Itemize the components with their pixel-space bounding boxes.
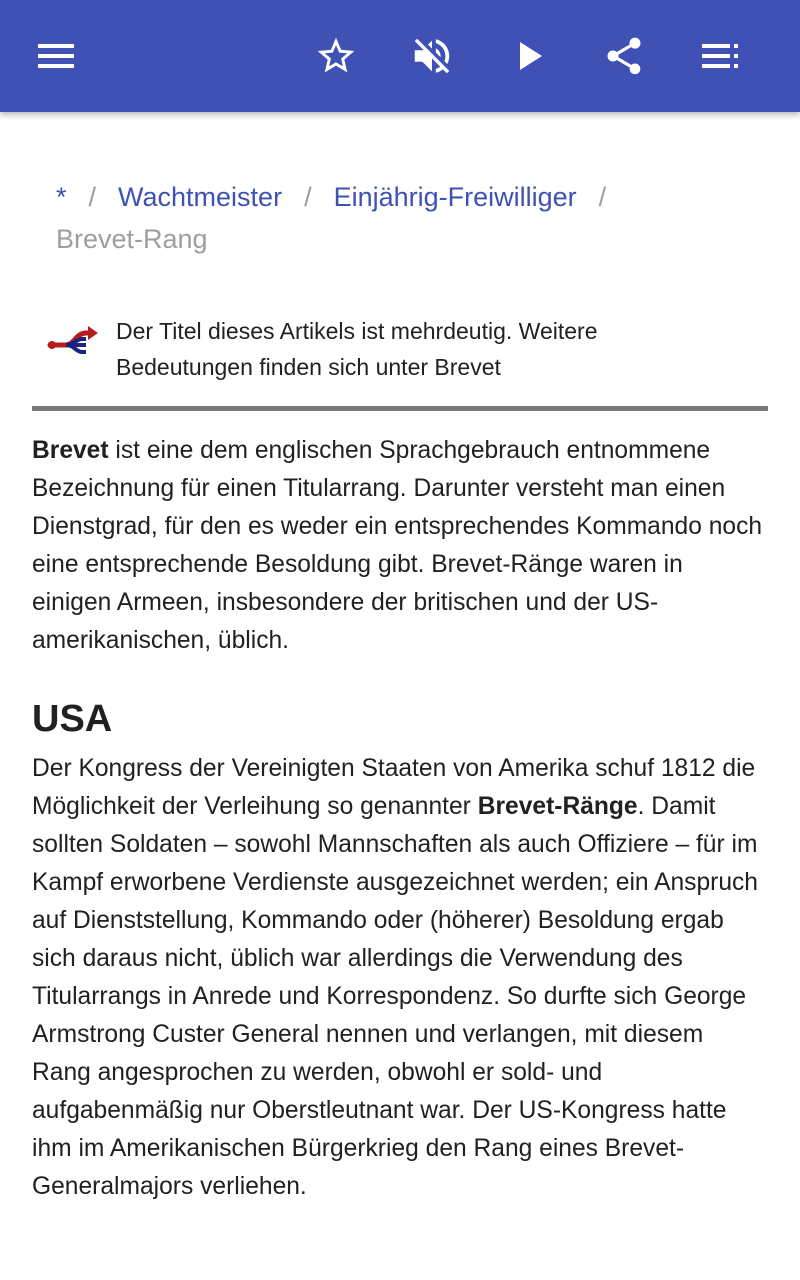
section-heading-usa: USA bbox=[32, 698, 113, 740]
intro-paragraph bbox=[32, 432, 768, 660]
mute-button[interactable] bbox=[404, 28, 460, 84]
play-button[interactable] bbox=[502, 28, 558, 84]
breadcrumb-link-wachtmeister[interactable]: Wachtmeister bbox=[118, 182, 283, 212]
share-icon bbox=[602, 34, 646, 78]
breadcrumb-separator: / bbox=[88, 182, 97, 212]
breadcrumb-separator: / bbox=[598, 182, 607, 212]
usa-bold-term: Brevet-Ränge bbox=[477, 793, 638, 820]
share-button[interactable] bbox=[596, 28, 652, 84]
intro-bold-term: Brevet bbox=[32, 437, 109, 464]
usa-text-after: . Damit sollten Soldaten – sowohl Mannschaften als auch Offiziere – für im Kampf erworbene Verdienste ausgezeichnet werden; ein Anspruch auf Dienststellung, Kommando oder (höherer) Besoldung ergab sich daraus nicht, üblich war allerdings die Verwendung des Titularrangs in Anrede und Korrespondenz. So durfte sich George Armstrong Custer General nennen und verlangen, mit diesem Rang angesprochen zu werden, obwohl er sold- und aufgabenmäßig nur Oberstleutnant war. Der US-Kongress hatte ihm im Amerikanischen Bürgerkrieg den Rang eines Brevet-Generalmajors verliehen. bbox=[32, 793, 758, 1200]
intro-text: ist eine dem englischen Sprachgebrauch entnommene Bezeichnung für einen Titularrang. Darunter versteht man einen Dienstgrad, für den es weder ein entsprechendes Kommando noch eine entsprechende Besoldung gibt. Brevet-Ränge waren in einigen Armeen, insbesondere der britischen und der US-amerikanischen, üblich. bbox=[32, 437, 763, 654]
breadcrumb bbox=[56, 176, 676, 260]
star-outline-icon bbox=[314, 34, 358, 78]
app-toolbar bbox=[0, 0, 800, 112]
article-content bbox=[0, 112, 800, 1280]
volume-off-icon bbox=[409, 33, 455, 79]
usa-text-before: Der Kongress der Vereinigten Staaten von Amerika schuf 1812 die Möglichkeit der Verleihung so genannter bbox=[32, 755, 756, 820]
table-of-contents-button[interactable] bbox=[692, 28, 748, 84]
breadcrumb-link-einjaehrig-freiwilliger[interactable]: Einjährig-Freiwilliger bbox=[333, 182, 577, 212]
table-of-contents-icon bbox=[700, 36, 740, 76]
hamburger-menu-icon bbox=[36, 36, 76, 76]
breadcrumb-current: Brevet-Rang bbox=[56, 224, 208, 254]
menu-button[interactable] bbox=[28, 28, 84, 84]
usa-paragraph bbox=[32, 750, 768, 1206]
disambiguation-text: Der Titel dieses Artikels ist mehrdeutig. Weitere Bedeutungen finden sich unter Brevet bbox=[116, 318, 598, 380]
play-icon bbox=[510, 36, 550, 76]
breadcrumb-link-root[interactable]: * bbox=[56, 182, 67, 212]
disambiguation-icon bbox=[46, 324, 100, 364]
disambiguation-notice bbox=[32, 310, 768, 411]
bookmark-button[interactable] bbox=[308, 28, 364, 84]
breadcrumb-separator: / bbox=[304, 182, 312, 212]
